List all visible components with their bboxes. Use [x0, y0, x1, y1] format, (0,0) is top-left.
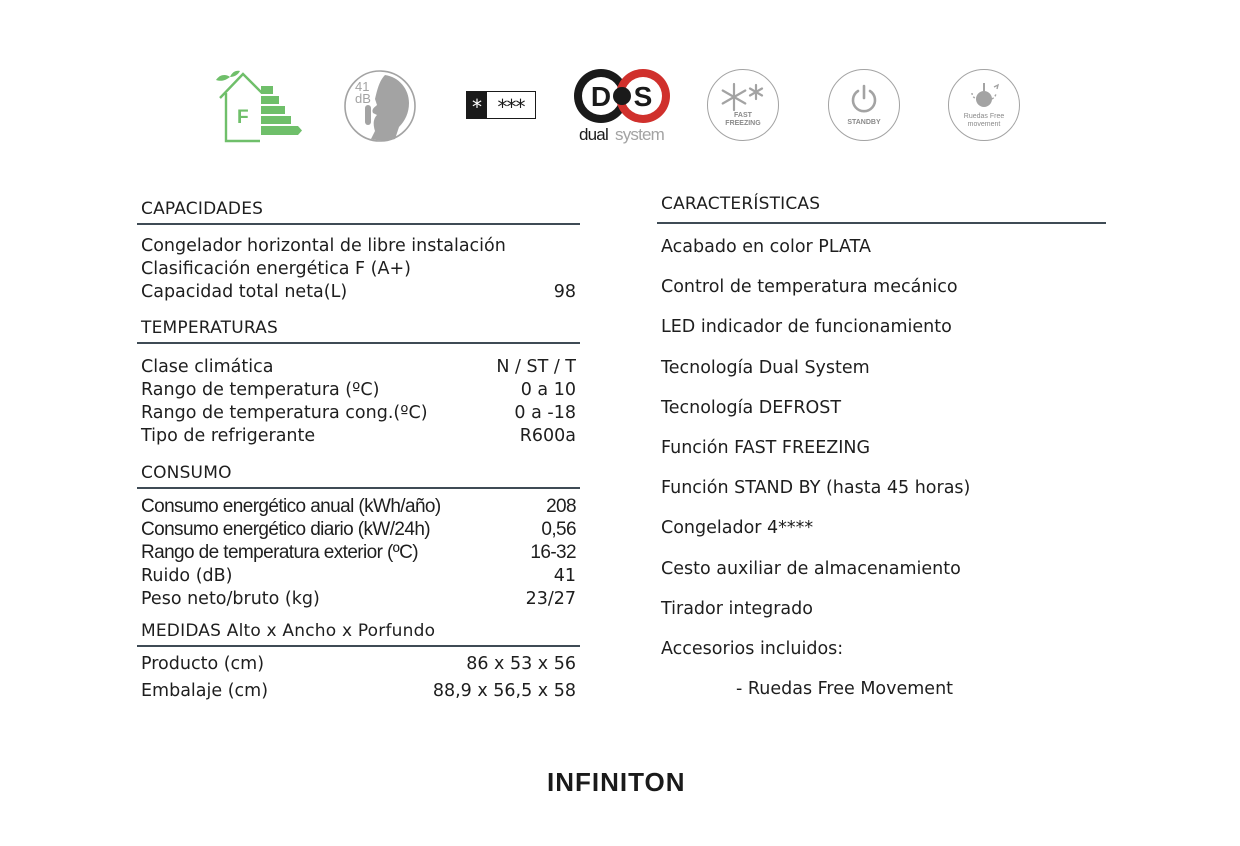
spec-label: Consumo energético diario (kW/24h)	[141, 519, 431, 540]
spec-label: Clase climática	[141, 357, 274, 377]
consumo-divider	[137, 487, 580, 489]
spec-label: Embalaje (cm)	[141, 681, 269, 701]
standby-label: STANDBY	[847, 119, 881, 126]
spec-row	[141, 403, 576, 423]
feature-item: Tecnología DEFROST	[661, 398, 842, 418]
spec-label: Capacidad total neta(L)	[141, 282, 348, 302]
spec-row	[141, 380, 576, 400]
spec-value: 208	[546, 496, 576, 517]
medidas-title-line	[141, 621, 435, 641]
capacidades-divider	[137, 223, 580, 225]
wheels-line2: movement	[967, 121, 1001, 128]
spec-label: Rango de temperatura exterior (ºC)	[141, 542, 418, 563]
spec-row	[141, 426, 576, 446]
wheels-line1: Ruedas Free	[963, 113, 1005, 120]
medidas-subtitle: Alto x Ancho x Porfundo	[226, 621, 436, 641]
feature-item: Control de temperatura mecánico	[661, 277, 958, 297]
spec-value: 16-32	[530, 542, 576, 563]
feature-item: Función STAND BY (hasta 45 horas)	[661, 478, 971, 498]
feature-item: Accesorios incluidos:	[661, 639, 844, 659]
spec-value: 0 a -18	[514, 403, 576, 423]
wheels-free-movement-icon	[948, 69, 1020, 141]
spec-row	[141, 282, 576, 302]
feature-item: Tirador integrado	[661, 599, 813, 619]
spec-label: Rango de temperatura cong.(ºC)	[141, 403, 428, 423]
brand-logo: INFINITON	[547, 767, 686, 797]
ds-letter-d: D	[590, 81, 612, 112]
noise-unit: dB	[355, 91, 371, 106]
spec-value: 23/27	[525, 589, 576, 609]
feature-item: Función FAST FREEZING	[661, 438, 871, 458]
fast-freezing-line1: FAST	[734, 112, 752, 119]
feature-icons-strip	[0, 64, 1240, 154]
wheel-icon	[964, 81, 1004, 113]
ds-word-system: system	[615, 125, 665, 144]
spec-value: 41	[553, 566, 576, 586]
consumo-title: CONSUMO	[141, 463, 232, 483]
spec-label: Ruido (dB)	[141, 566, 233, 586]
spec-row	[141, 259, 576, 279]
standby-icon	[828, 69, 900, 141]
fast-freezing-line2: FREEZING	[725, 120, 761, 127]
spec-value: 0,56	[541, 519, 576, 540]
feature-item: Cesto auxiliar de almacenamiento	[661, 559, 961, 579]
feature-item: Congelador 4****	[661, 518, 814, 538]
star-rating-rest: ***	[497, 95, 525, 119]
spec-label: Rango de temperatura (ºC)	[141, 380, 380, 400]
caracteristicas-divider	[657, 222, 1106, 224]
spec-table	[137, 195, 580, 715]
spec-row	[141, 589, 576, 609]
spec-value: R600a	[519, 426, 576, 446]
freezer-star-rating-icon	[466, 91, 536, 119]
energy-class-letter: F	[237, 107, 249, 128]
spec-value: 88,9 x 56,5 x 58	[432, 681, 576, 701]
feature-item: Tecnología Dual System	[661, 358, 870, 378]
feature-item: LED indicador de funcionamiento	[661, 317, 952, 337]
spec-label: Tipo de refrigerante	[141, 426, 316, 446]
feature-subitem: - Ruedas Free Movement	[736, 679, 954, 699]
fast-freezing-icon	[707, 69, 779, 141]
spec-label: Consumo energético anual (kWh/año)	[141, 496, 441, 517]
ds-word-dual: dual	[579, 125, 608, 144]
spec-label: Peso neto/bruto (kg)	[141, 589, 320, 609]
spec-row	[141, 542, 576, 564]
spec-row	[141, 357, 576, 377]
spec-row	[141, 519, 576, 541]
dual-system-logo	[572, 68, 672, 146]
ds-letter-s: S	[633, 81, 653, 112]
power-icon	[848, 83, 880, 115]
spec-value: 0 a 10	[520, 380, 576, 400]
noise-value: 41	[355, 79, 370, 94]
spec-label: Congelador horizontal de libre instalación	[141, 236, 506, 256]
spec-row	[141, 236, 576, 256]
feature-item: Acabado en color PLATA	[661, 237, 871, 257]
snowflake-icon	[720, 82, 766, 112]
medidas-title: MEDIDAS	[141, 621, 222, 641]
temperaturas-title: TEMPERATURAS	[141, 318, 278, 338]
spec-value: 86 x 53 x 56	[466, 654, 576, 674]
spec-row	[141, 496, 576, 518]
temperaturas-divider	[137, 342, 580, 344]
spec-value: N / ST / T	[496, 357, 576, 377]
spec-label: Producto (cm)	[141, 654, 265, 674]
star-rating-filled: *	[467, 92, 487, 118]
spec-row	[141, 566, 576, 586]
noise-level-icon	[343, 69, 417, 143]
energy-label-icon	[210, 68, 306, 146]
capacidades-title: CAPACIDADES	[141, 199, 264, 219]
caracteristicas-title: CARACTERÍSTICAS	[661, 194, 821, 214]
spec-row	[141, 681, 576, 701]
medidas-divider	[137, 645, 580, 647]
spec-value: 98	[553, 282, 576, 302]
spec-row	[141, 654, 576, 674]
spec-label: Clasificación energética F (A+)	[141, 259, 411, 279]
